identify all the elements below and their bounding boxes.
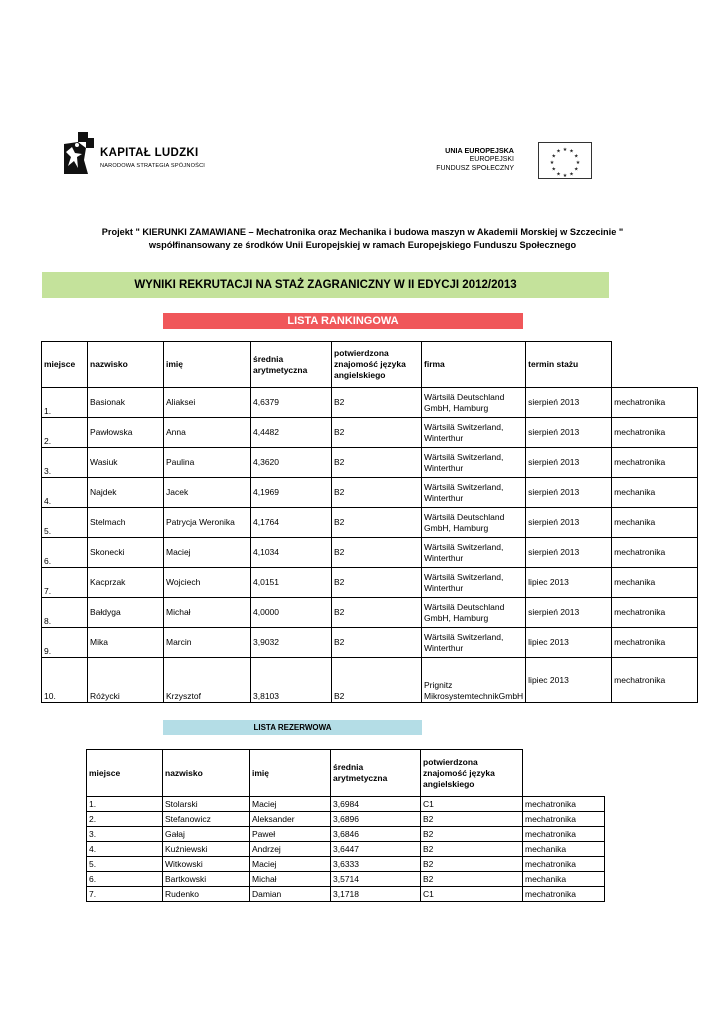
term-cell: sierpień 2013: [526, 508, 612, 538]
eu-logo: [420, 142, 592, 178]
avg-cell: 3,6984: [331, 797, 421, 812]
english-cell: B2: [332, 448, 422, 478]
header-company: firma: [422, 342, 526, 388]
place-cell: 7.: [42, 568, 88, 598]
svg-text:★: ★: [569, 148, 574, 155]
place-cell: 4.: [87, 842, 163, 857]
table-row: [87, 887, 605, 902]
eu-logo-text: [436, 146, 514, 173]
table-row: [42, 538, 698, 568]
header-name: imię: [250, 750, 331, 797]
field-cell: mechatronika: [612, 418, 698, 448]
surname-cell: Wasiuk: [88, 448, 164, 478]
reserve-header-row: [87, 750, 605, 797]
header-blank: [523, 750, 605, 797]
company-cell: Wärtsilä Switzerland, Winterthur: [422, 538, 526, 568]
english-cell: B2: [332, 538, 422, 568]
field-cell: mechanika: [523, 842, 605, 857]
name-cell: Michał: [164, 598, 251, 628]
table-row: [42, 658, 698, 703]
table-row: [42, 478, 698, 508]
place-cell: 5.: [42, 508, 88, 538]
kapital-ludzki-subtitle: NARODOWA STRATEGIA SPÓJNOŚCI: [100, 163, 206, 169]
term-cell: sierpień 2013: [526, 538, 612, 568]
surname-cell: Kacprzak: [88, 568, 164, 598]
field-cell: mechatronika: [523, 812, 605, 827]
company-cell: Wärtsilä Switzerland, Winterthur: [422, 448, 526, 478]
table-row: [42, 508, 698, 538]
project-description: [60, 226, 665, 252]
avg-cell: 3,9032: [251, 628, 332, 658]
name-cell: Krzysztof: [164, 658, 251, 703]
ranking-table: [41, 341, 698, 703]
english-cell: B2: [332, 568, 422, 598]
english-cell: B2: [332, 508, 422, 538]
avg-cell: 3,5714: [331, 872, 421, 887]
avg-cell: 3,6846: [331, 827, 421, 842]
page-title: WYNIKI REKRUTACJI NA STAŻ ZAGRANICZNY W II EDYCJI 2012/2013: [42, 272, 609, 298]
surname-cell: Różycki: [88, 658, 164, 703]
svg-text:★: ★: [574, 153, 579, 160]
surname-cell: Pawłowska: [88, 418, 164, 448]
avg-cell: 3,6447: [331, 842, 421, 857]
english-cell: B2: [421, 827, 523, 842]
avg-cell: 4,1034: [251, 538, 332, 568]
place-cell: 8.: [42, 598, 88, 628]
ranking-header-row: [42, 342, 698, 388]
term-cell: sierpień 2013: [526, 388, 612, 418]
table-row: [42, 448, 698, 478]
header-place: miejsce: [87, 750, 163, 797]
surname-cell: Rudenko: [163, 887, 250, 902]
kapital-ludzki-emblem-icon: [58, 130, 96, 178]
english-cell: B2: [332, 478, 422, 508]
svg-text:★: ★: [551, 153, 556, 160]
eu-line1: UNIA EUROPEJSKA: [445, 146, 514, 155]
header-place: miejsce: [42, 342, 88, 388]
surname-cell: Mika: [88, 628, 164, 658]
avg-cell: 3,6333: [331, 857, 421, 872]
surname-cell: Skonecki: [88, 538, 164, 568]
header-blank: [612, 342, 698, 388]
surname-cell: Gałaj: [163, 827, 250, 842]
header-english: potwierdzona znajomość języka angielskiego: [332, 342, 422, 388]
avg-cell: 4,3620: [251, 448, 332, 478]
avg-cell: 3,1718: [331, 887, 421, 902]
name-cell: Aliaksei: [164, 388, 251, 418]
company-cell: Wärtsilä Deutschland GmbH, Hamburg: [422, 508, 526, 538]
surname-cell: Bałdyga: [88, 598, 164, 628]
term-cell: sierpień 2013: [526, 448, 612, 478]
avg-cell: 3,8103: [251, 658, 332, 703]
english-cell: C1: [421, 887, 523, 902]
eu-line3: FUNDUSZ SPOŁECZNY: [436, 165, 514, 172]
avg-cell: 4,0151: [251, 568, 332, 598]
table-row: [87, 797, 605, 812]
name-cell: Maciej: [250, 797, 331, 812]
field-cell: mechatronika: [523, 827, 605, 842]
company-cell: Prignitz MikrosystemtechnikGmbH: [422, 658, 526, 703]
name-cell: Maciej: [250, 857, 331, 872]
header-english: potwierdzona znajomość języka angielskiego: [421, 750, 523, 797]
svg-text:★: ★: [574, 166, 579, 173]
header-surname: nazwisko: [163, 750, 250, 797]
place-cell: 10.: [42, 658, 88, 703]
place-cell: 1.: [87, 797, 163, 812]
project-line1: Projekt " KIERUNKI ZAMAWIANE – Mechatronika oraz Mechanika i budowa maszyn w Akademii Morskiej w Szczecinie ": [101, 227, 624, 237]
reserve-list-label: LISTA REZERWOWA: [163, 720, 422, 735]
svg-text:★: ★: [575, 160, 581, 166]
term-cell: lipiec 2013: [526, 568, 612, 598]
surname-cell: Najdek: [88, 478, 164, 508]
surname-cell: Witkowski: [163, 857, 250, 872]
kapital-ludzki-logo: [58, 130, 218, 180]
field-cell: mechanika: [612, 568, 698, 598]
field-cell: mechatronika: [523, 887, 605, 902]
company-cell: Wärtsilä Switzerland, Winterthur: [422, 628, 526, 658]
surname-cell: Basionak: [88, 388, 164, 418]
table-row: [42, 388, 698, 418]
table-row: [42, 568, 698, 598]
company-cell: Wärtsilä Switzerland, Winterthur: [422, 478, 526, 508]
company-cell: Wärtsilä Switzerland, Winterthur: [422, 568, 526, 598]
english-cell: C1: [421, 797, 523, 812]
table-row: [42, 628, 698, 658]
place-cell: 3.: [42, 448, 88, 478]
field-cell: mechanika: [612, 508, 698, 538]
field-cell: mechatronika: [612, 628, 698, 658]
surname-cell: Stolarski: [163, 797, 250, 812]
place-cell: 2.: [87, 812, 163, 827]
header-avg: średnia arytmetyczna: [331, 750, 421, 797]
name-cell: Andrzej: [250, 842, 331, 857]
svg-text:★: ★: [562, 147, 568, 153]
field-cell: mechatronika: [612, 658, 698, 703]
english-cell: B2: [421, 842, 523, 857]
table-row: [87, 857, 605, 872]
english-cell: B2: [332, 598, 422, 628]
term-cell: sierpień 2013: [526, 478, 612, 508]
english-cell: B2: [421, 812, 523, 827]
place-cell: 2.: [42, 418, 88, 448]
table-row: [87, 872, 605, 887]
company-cell: Wärtsilä Deutschland GmbH, Hamburg: [422, 598, 526, 628]
svg-text:★: ★: [556, 148, 561, 155]
name-cell: Marcin: [164, 628, 251, 658]
field-cell: mechatronika: [612, 598, 698, 628]
field-cell: mechatronika: [523, 797, 605, 812]
svg-text:★: ★: [551, 166, 556, 173]
name-cell: Wojciech: [164, 568, 251, 598]
table-row: [42, 598, 698, 628]
header-name: imię: [164, 342, 251, 388]
header-avg: średnia arytmetyczna: [251, 342, 332, 388]
ranking-list-label: LISTA RANKINGOWA: [163, 313, 523, 329]
place-cell: 6.: [42, 538, 88, 568]
term-cell: lipiec 2013: [526, 628, 612, 658]
table-row: [87, 812, 605, 827]
surname-cell: Bartkowski: [163, 872, 250, 887]
field-cell: mechatronika: [612, 538, 698, 568]
name-cell: Michał: [250, 872, 331, 887]
english-cell: B2: [332, 628, 422, 658]
term-cell: lipiec 2013: [526, 658, 612, 703]
name-cell: Paulina: [164, 448, 251, 478]
reserve-table: [86, 749, 605, 902]
english-cell: B2: [332, 658, 422, 703]
avg-cell: 4,0000: [251, 598, 332, 628]
name-cell: Paweł: [250, 827, 331, 842]
place-cell: 9.: [42, 628, 88, 658]
avg-cell: 4,1969: [251, 478, 332, 508]
svg-text:★: ★: [562, 173, 568, 178]
place-cell: 5.: [87, 857, 163, 872]
company-cell: Wärtsilä Switzerland, Winterthur: [422, 418, 526, 448]
name-cell: Jacek: [164, 478, 251, 508]
place-cell: 6.: [87, 872, 163, 887]
surname-cell: Stefanowicz: [163, 812, 250, 827]
avg-cell: 4,1764: [251, 508, 332, 538]
kapital-ludzki-title: KAPITAŁ LUDZKI: [100, 147, 199, 159]
table-row: [42, 418, 698, 448]
field-cell: mechanika: [612, 478, 698, 508]
company-cell: Wärtsilä Deutschland GmbH, Hamburg: [422, 388, 526, 418]
svg-text:★: ★: [569, 171, 574, 178]
english-cell: B2: [332, 388, 422, 418]
avg-cell: 4,6379: [251, 388, 332, 418]
name-cell: Maciej: [164, 538, 251, 568]
english-cell: B2: [421, 857, 523, 872]
place-cell: 4.: [42, 478, 88, 508]
svg-text:★: ★: [556, 171, 561, 178]
header-term: termin stażu: [526, 342, 612, 388]
eu-flag-icon: [538, 142, 592, 179]
name-cell: Patrycja Weronika: [164, 508, 251, 538]
term-cell: sierpień 2013: [526, 418, 612, 448]
place-cell: 1.: [42, 388, 88, 418]
term-cell: sierpień 2013: [526, 598, 612, 628]
avg-cell: 3,6896: [331, 812, 421, 827]
field-cell: mechatronika: [612, 448, 698, 478]
avg-cell: 4,4482: [251, 418, 332, 448]
project-line2: współfinansowany ze środków Unii Europejskiej w ramach Europejskiego Funduszu Społecznego: [148, 240, 577, 250]
english-cell: B2: [332, 418, 422, 448]
table-row: [87, 842, 605, 857]
header-surname: nazwisko: [88, 342, 164, 388]
name-cell: Damian: [250, 887, 331, 902]
field-cell: mechanika: [523, 872, 605, 887]
field-cell: mechatronika: [612, 388, 698, 418]
table-row: [87, 827, 605, 842]
field-cell: mechatronika: [523, 857, 605, 872]
eu-line2: EUROPEJSKI: [469, 156, 514, 163]
place-cell: 3.: [87, 827, 163, 842]
surname-cell: Stelmach: [88, 508, 164, 538]
surname-cell: Kuźniewski: [163, 842, 250, 857]
name-cell: Anna: [164, 418, 251, 448]
name-cell: Aleksander: [250, 812, 331, 827]
place-cell: 7.: [87, 887, 163, 902]
english-cell: B2: [421, 872, 523, 887]
svg-text:★: ★: [549, 160, 555, 166]
